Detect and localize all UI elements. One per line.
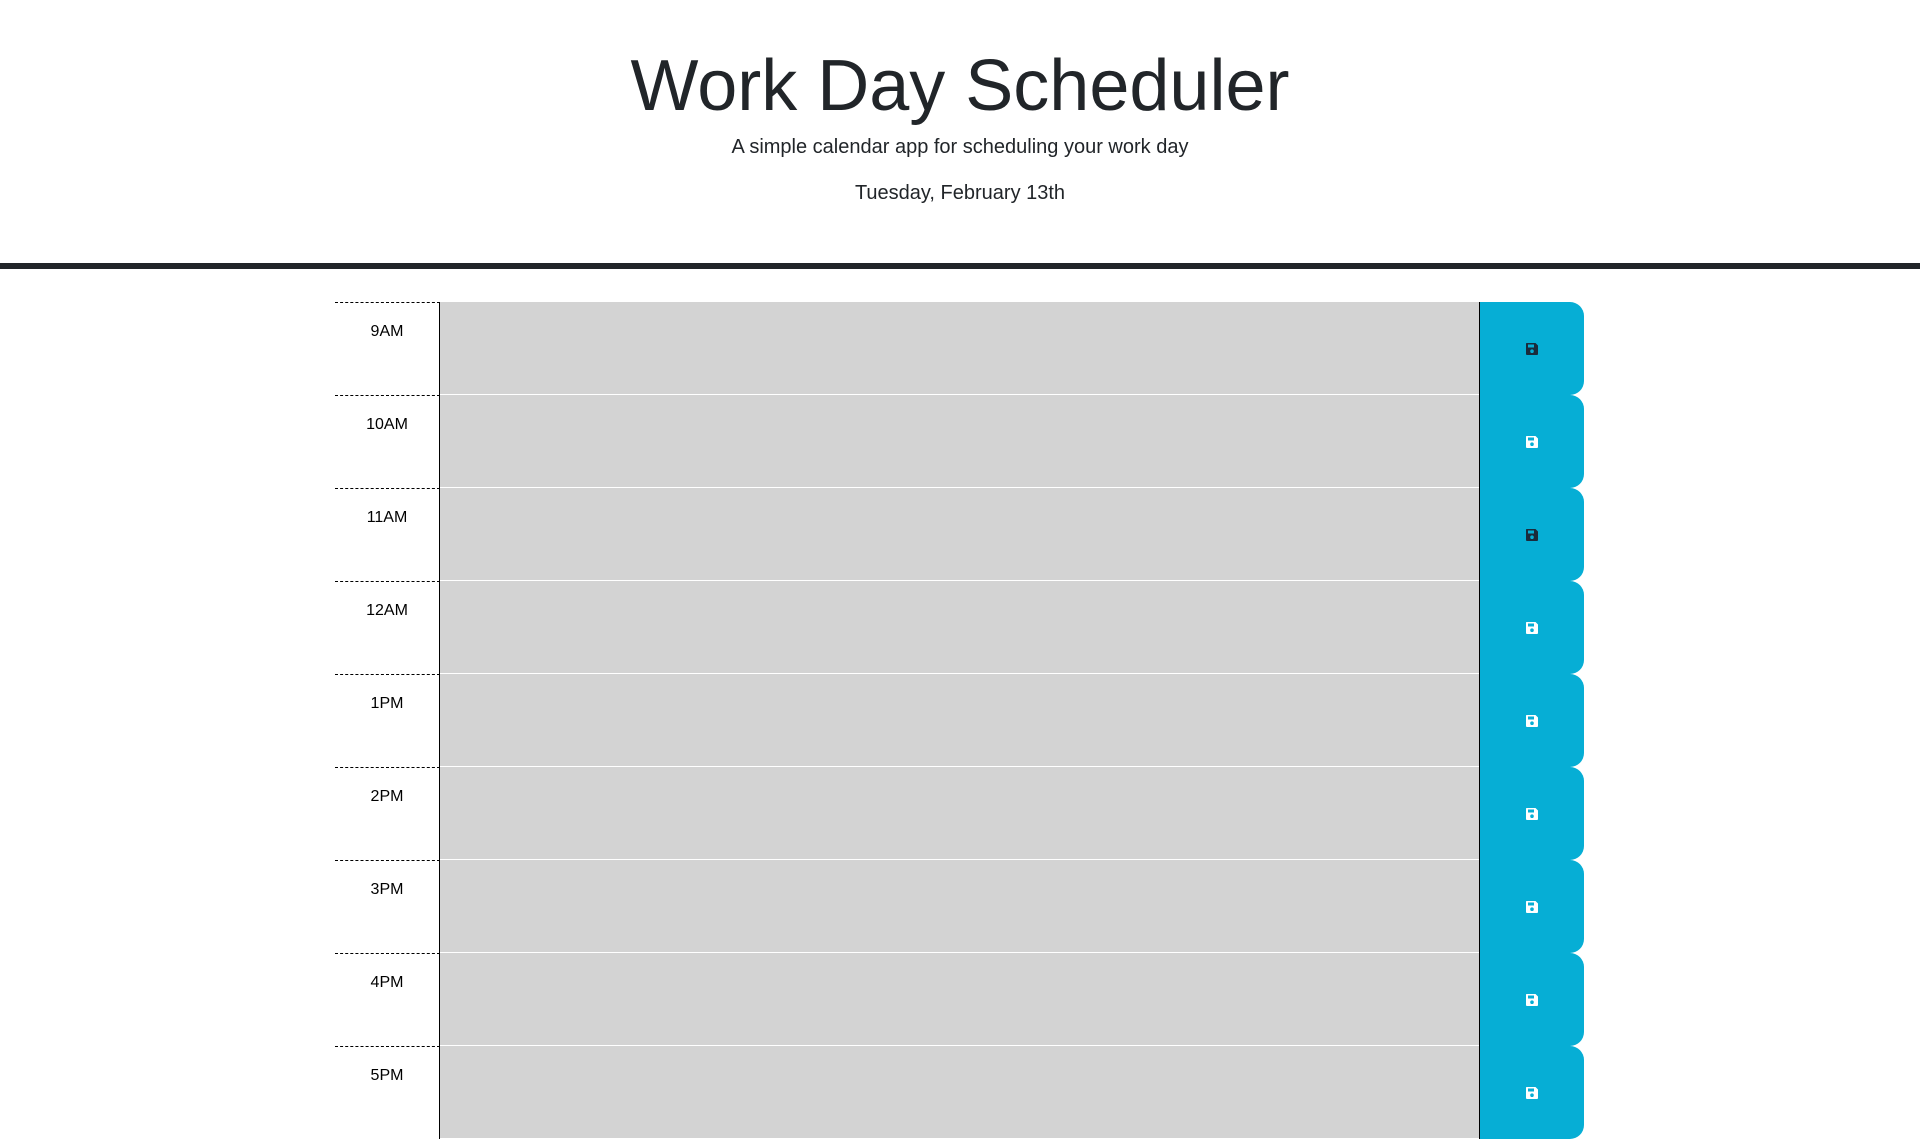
time-block-list <box>335 302 1584 1139</box>
description-input[interactable] <box>440 860 1479 953</box>
save-button[interactable] <box>1479 302 1584 395</box>
time-block-row <box>335 488 1584 581</box>
save-button[interactable] <box>1479 1046 1584 1139</box>
time-block-row <box>335 581 1584 674</box>
save-button[interactable] <box>1479 860 1584 953</box>
description-input[interactable] <box>440 395 1479 488</box>
save-icon <box>1525 807 1539 821</box>
time-block-row <box>335 953 1584 1046</box>
hour-label: 12AM <box>335 581 440 674</box>
hour-label: 3PM <box>335 860 440 953</box>
save-icon <box>1525 900 1539 914</box>
time-block-row <box>335 302 1584 395</box>
description-input[interactable] <box>440 767 1479 860</box>
save-icon <box>1525 435 1539 449</box>
description-input[interactable] <box>440 1046 1479 1139</box>
hour-label: 4PM <box>335 953 440 1046</box>
page-header <box>0 0 1920 269</box>
save-button[interactable] <box>1479 953 1584 1046</box>
save-button[interactable] <box>1479 581 1584 674</box>
save-button[interactable] <box>1479 488 1584 581</box>
time-block-row <box>335 1046 1584 1139</box>
time-block-row <box>335 674 1584 767</box>
save-icon <box>1525 342 1539 356</box>
description-input[interactable] <box>440 302 1479 395</box>
hour-label: 11AM <box>335 488 440 581</box>
time-block-row <box>335 860 1584 953</box>
page-title: Work Day Scheduler <box>630 46 1290 126</box>
description-input[interactable] <box>440 953 1479 1046</box>
description-input[interactable] <box>440 674 1479 767</box>
page-subtitle: A simple calendar app for scheduling your work day <box>731 136 1189 158</box>
hour-label: 2PM <box>335 767 440 860</box>
save-icon <box>1525 1086 1539 1100</box>
time-block-row <box>335 395 1584 488</box>
save-button[interactable] <box>1479 395 1584 488</box>
save-icon <box>1525 528 1539 542</box>
save-icon <box>1525 621 1539 635</box>
save-button[interactable] <box>1479 674 1584 767</box>
current-day: Tuesday, February 13th <box>854 182 1066 204</box>
save-icon <box>1525 993 1539 1007</box>
save-icon <box>1525 714 1539 728</box>
save-button[interactable] <box>1479 767 1584 860</box>
hour-label: 10AM <box>335 395 440 488</box>
hour-label: 9AM <box>335 302 440 395</box>
time-block-row <box>335 767 1584 860</box>
description-input[interactable] <box>440 581 1479 674</box>
hour-label: 1PM <box>335 674 440 767</box>
description-input[interactable] <box>440 488 1479 581</box>
hour-label: 5PM <box>335 1046 440 1139</box>
